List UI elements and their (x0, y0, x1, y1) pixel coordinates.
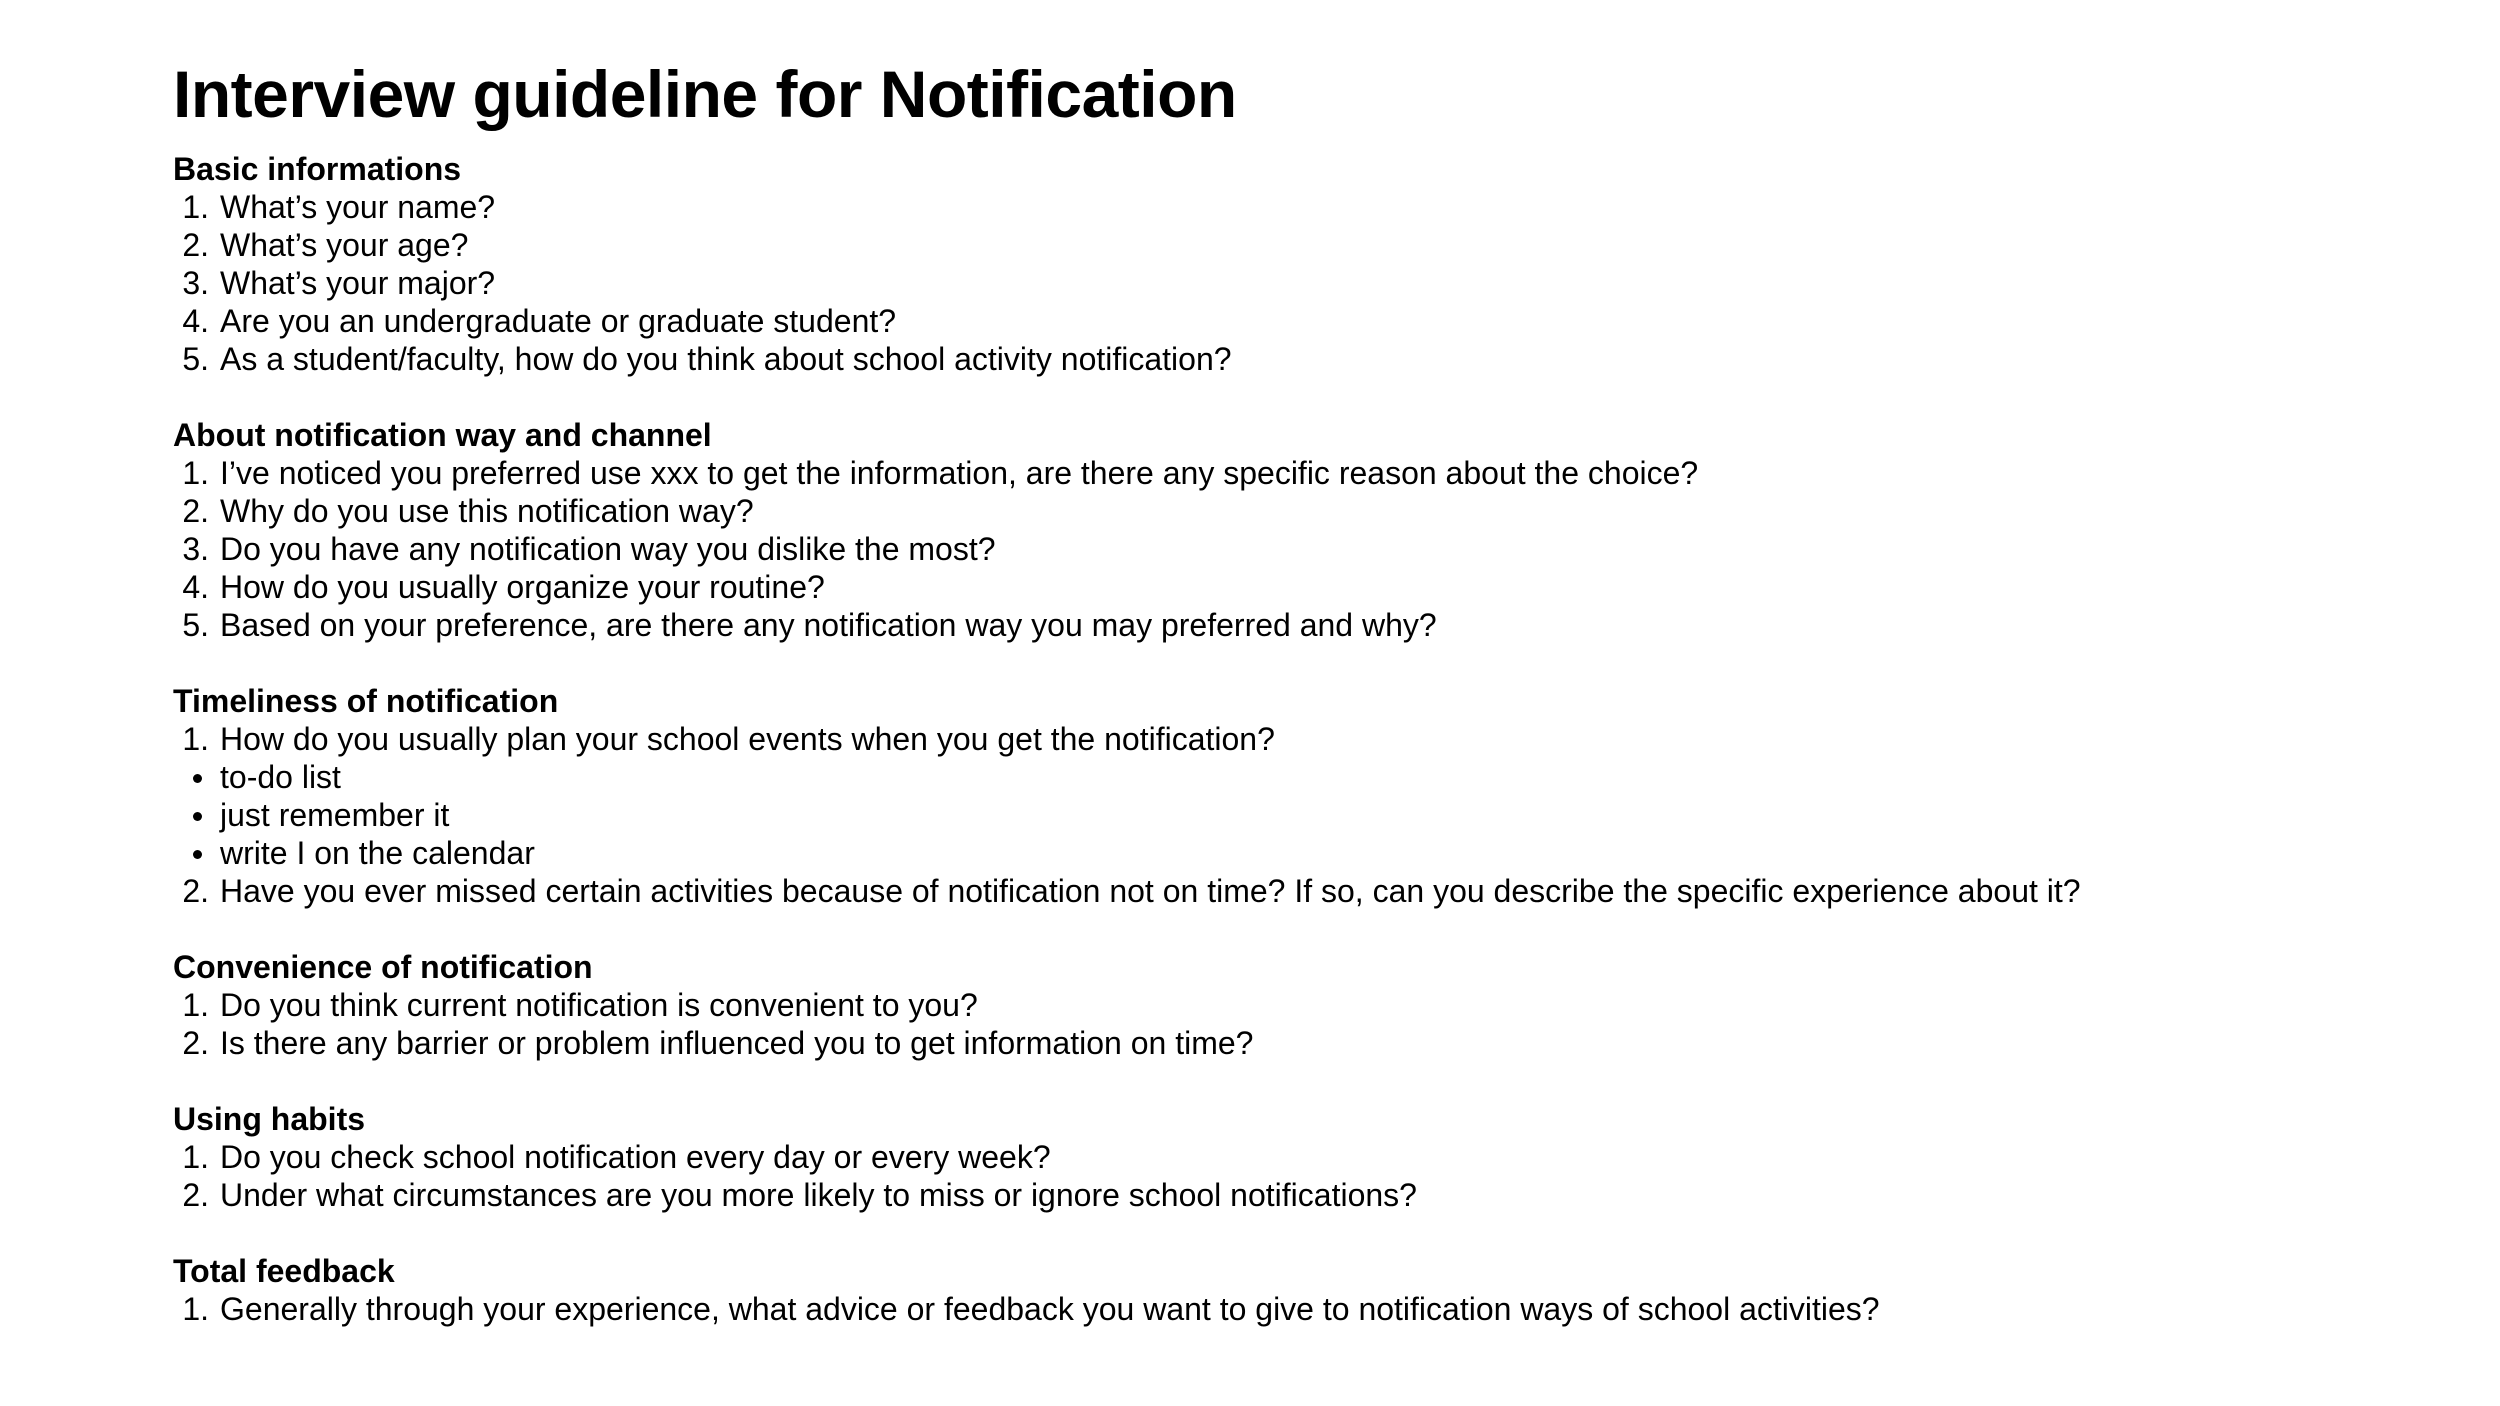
bullet-icon (173, 834, 220, 872)
section (173, 1252, 2453, 1328)
list-item (173, 1024, 2453, 1062)
list-item-text: Do you have any notification way you dislike the most? (220, 531, 996, 567)
list-number: 4. (182, 569, 209, 605)
list-item (173, 568, 2453, 606)
list-item-text: Generally through your experience, what advice or feedback you want to give to notification ways of school activities? (220, 1291, 1880, 1327)
list-number: 2. (182, 493, 209, 529)
list-item-text: Is there any barrier or problem influenced you to get information on time? (220, 1025, 1254, 1061)
document-page (173, 52, 2453, 1328)
question-list (173, 454, 2453, 644)
list-item (173, 340, 2453, 378)
list-number: 1. (182, 721, 209, 757)
list-item-text: Why do you use this notification way? (220, 493, 754, 529)
sections-container (173, 150, 2453, 1328)
list-item (173, 188, 2453, 226)
section-heading: Timeliness of notification (173, 683, 559, 719)
list-item (173, 454, 2453, 492)
list-item-text: What’s your age? (220, 227, 469, 263)
section-heading: Convenience of notification (173, 949, 593, 985)
section-heading: Basic informations (173, 151, 462, 187)
section (173, 948, 2453, 1062)
question-list (173, 1138, 2453, 1214)
list-number: 3. (182, 265, 209, 301)
list-number: 1. (182, 1139, 209, 1175)
list-item-text: write I on the calendar (220, 835, 535, 871)
list-item-text: How do you usually plan your school events when you get the notification? (220, 721, 1275, 757)
list-item (173, 1290, 2453, 1328)
list-item (173, 1138, 2453, 1176)
list-number: 4. (182, 303, 209, 339)
list-item-text: I’ve noticed you preferred use xxx to get the information, are there any specific reason about the choice? (220, 455, 1699, 491)
page-title: Interview guideline for Notification (173, 57, 1237, 131)
list-item-text: Do you think current notification is convenient to you? (220, 987, 978, 1023)
list-item-text: How do you usually organize your routine? (220, 569, 825, 605)
list-number: 5. (182, 341, 209, 377)
list-item (173, 264, 2453, 302)
list-number: 2. (182, 1177, 209, 1213)
list-number: 1. (182, 455, 209, 491)
list-item (173, 1176, 2453, 1214)
list-number: 1. (182, 987, 209, 1023)
list-item-text: What’s your name? (220, 189, 496, 225)
question-list (173, 986, 2453, 1062)
list-item-text: Based on your preference, are there any notification way you may preferred and why? (220, 607, 1437, 643)
section (173, 1100, 2453, 1214)
list-number: 5. (182, 607, 209, 643)
list-number: 1. (182, 1291, 209, 1327)
list-item (173, 720, 2453, 758)
list-item (173, 606, 2453, 644)
list-number: 2. (182, 227, 209, 263)
question-list (173, 720, 2453, 910)
bullet-icon (173, 758, 220, 796)
list-item-text: Are you an undergraduate or graduate student? (220, 303, 897, 339)
list-item (173, 872, 2453, 910)
list-number: 3. (182, 531, 209, 567)
list-item (173, 530, 2453, 568)
list-number: 2. (182, 873, 209, 909)
list-number: 1. (182, 189, 209, 225)
list-item (173, 986, 2453, 1024)
section-heading: About notification way and channel (173, 417, 712, 453)
list-item-text: Have you ever missed certain activities because of notification not on time? If so, can you describe the specific experience about it? (220, 873, 2081, 909)
list-item-text: Do you check school notification every day or every week? (220, 1139, 1051, 1175)
list-item-text: Under what circumstances are you more likely to miss or ignore school notifications? (220, 1177, 1417, 1213)
list-item-text: to-do list (220, 759, 341, 795)
section-heading: Total feedback (173, 1253, 395, 1289)
question-list (173, 1290, 2453, 1328)
section (173, 150, 2453, 378)
question-list (173, 188, 2453, 378)
bullet-icon (173, 796, 220, 834)
list-item (173, 834, 2453, 872)
list-item (173, 302, 2453, 340)
list-item-text: What’s your major? (220, 265, 496, 301)
section (173, 416, 2453, 644)
list-item (173, 796, 2453, 834)
list-item (173, 492, 2453, 530)
section (173, 682, 2453, 910)
list-item (173, 226, 2453, 264)
list-item (173, 758, 2453, 796)
list-item-text: As a student/faculty, how do you think about school activity notification? (220, 341, 1232, 377)
section-heading: Using habits (173, 1101, 366, 1137)
list-item-text: just remember it (220, 797, 450, 833)
list-number: 2. (182, 1025, 209, 1061)
